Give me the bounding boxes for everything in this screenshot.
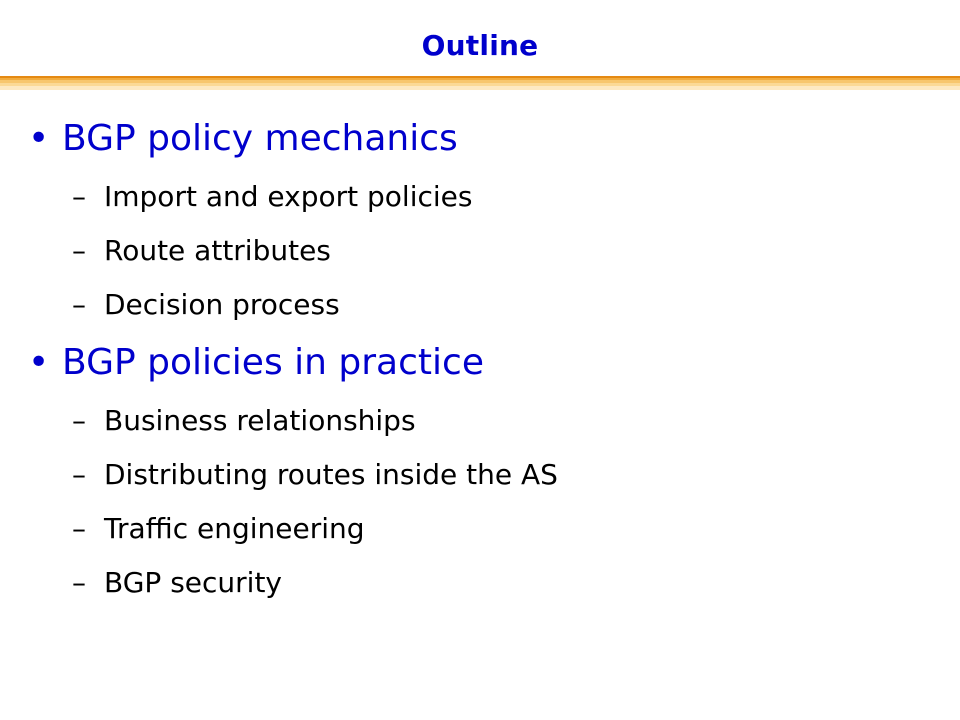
outline-item — [0, 502, 960, 556]
outline-item — [0, 278, 960, 332]
dash-marker: – — [72, 234, 86, 267]
bullet-marker: • — [28, 118, 50, 159]
item-text: Distributing routes inside the AS — [104, 458, 558, 491]
dash-marker: – — [72, 404, 86, 437]
outline-item — [0, 394, 960, 448]
outline-item — [0, 556, 960, 610]
outline-heading-practice — [0, 332, 960, 394]
outline-heading-mechanics — [0, 108, 960, 170]
title-underline — [0, 76, 960, 90]
item-text: Route attributes — [104, 234, 331, 267]
dash-marker: – — [72, 458, 86, 491]
slide-title: Outline — [421, 29, 539, 62]
item-text: Traffic engineering — [104, 512, 365, 545]
outline-content — [0, 108, 960, 610]
item-text: Import and export policies — [104, 180, 473, 213]
dash-marker: – — [72, 288, 86, 321]
item-text: Decision process — [104, 288, 340, 321]
heading-text: BGP policy mechanics — [62, 118, 458, 159]
item-text: BGP security — [104, 566, 282, 599]
dash-marker: – — [72, 566, 86, 599]
outline-item — [0, 170, 960, 224]
heading-text: BGP policies in practice — [62, 342, 484, 383]
dash-marker: – — [72, 180, 86, 213]
bullet-marker: • — [28, 342, 50, 383]
dash-marker: – — [72, 512, 86, 545]
outline-item — [0, 448, 960, 502]
item-text: Business relationships — [104, 404, 416, 437]
outline-item — [0, 224, 960, 278]
